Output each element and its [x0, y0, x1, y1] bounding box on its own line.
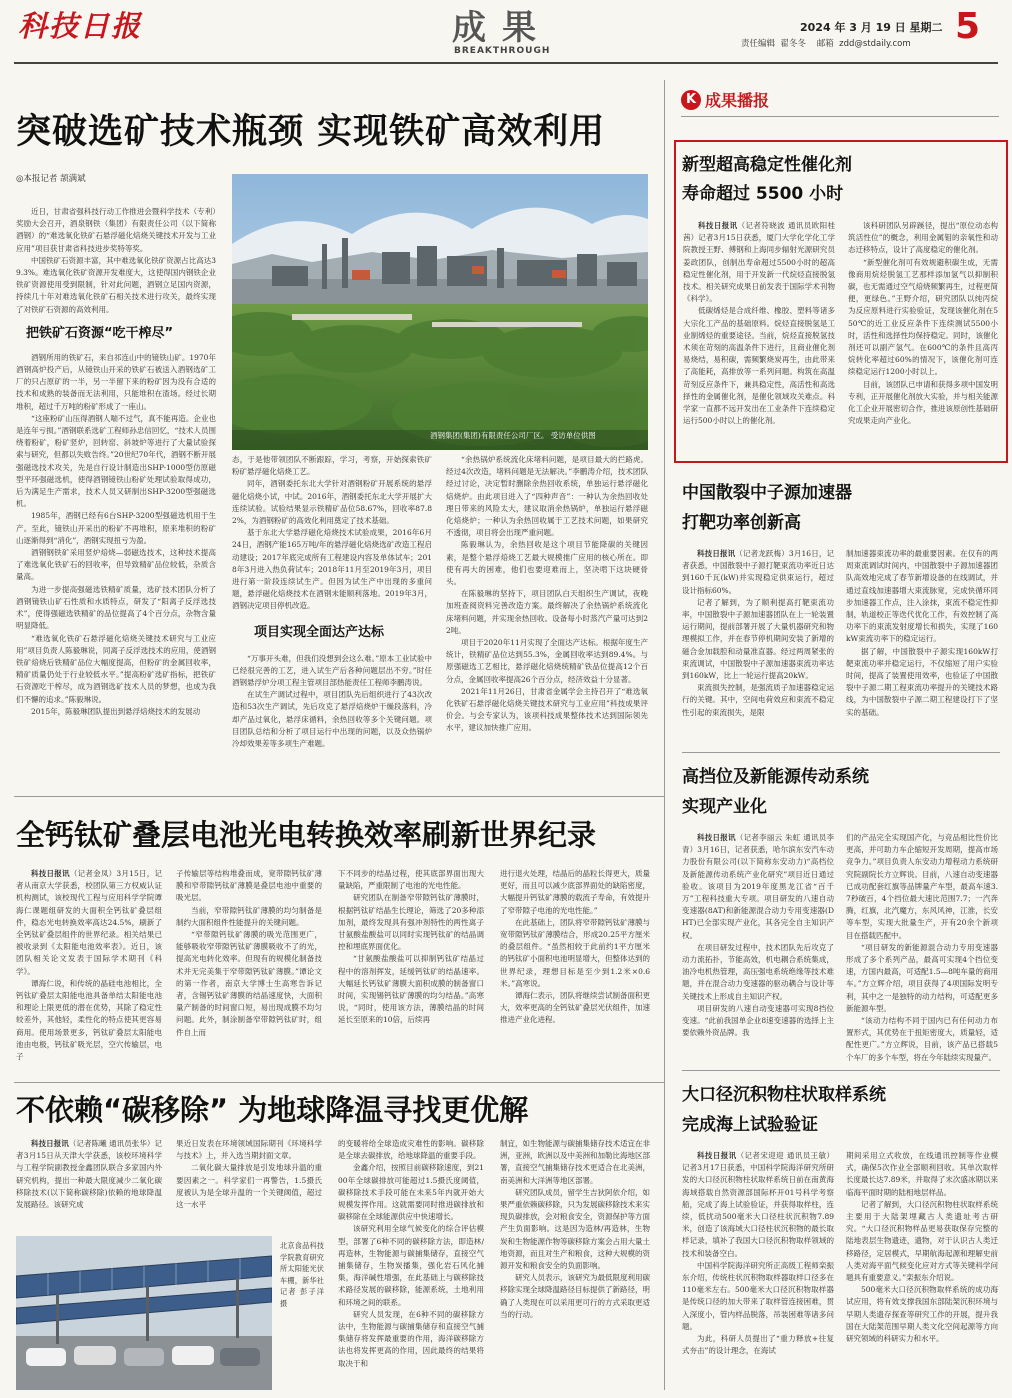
paragraph: 2015年，陈毅琳团队提出到悬浮焙烧技术的发展动 — [31, 706, 201, 716]
paragraph: 目前，该团队已申请和获得多项中国发明专利，正开展催化剂放大实验，并与相关能源化工企业开展密切合作，推进该原创性基础研究成果走向产业化。 — [848, 379, 998, 426]
paragraph: 谭海仁表示，团队将继续尝试制备面积更大，效率更高的全钙钛矿叠层光伏组件，加速推进产业化进程。 — [500, 991, 650, 1025]
article1-headline: 突破选矿技术瓶颈 实现铁矿高效利用 — [16, 112, 606, 152]
article2-col1 — [16, 868, 162, 1086]
column-divider — [664, 80, 665, 1390]
paragraph: “新型催化剂可有效规避积碳生成，无需像商用烷烃脱氢工艺那样添加氢气以抑制积碳，也无需通过空气焙烧频繁再生，过程更简便，更绿色。”王野介绍，研究团队以纯丙烷为反应原料进行实验验证，发现该催化剂在550℃的近工业反应条件下连续测试5500小时，活性和选择性均保持稳定。同时，该催化剂还可以副产氢气。在600℃的条件且高丙烷转化率超过60%的情况下，该催化剂可连续稳定运行1200小时以上。 — [848, 257, 998, 377]
lead-tag: 科技日报讯 — [31, 869, 70, 878]
article1-col2 — [232, 454, 432, 788]
paragraph: 谭海仁说，和传统的晶硅电池相比，全钙钛矿叠层太阳能电池具备单结太阳能电池和理论上限更低的潜在优势，其除了稳定性较差外，其他轻，柔性化的特点使其更容易商用。使用场景更多，钙钛矿叠层太阳能电池由电极，钙钛矿吸光层，空穴传输层，电子 — [16, 978, 162, 1062]
article3-photo-caption: 北京食品科技学院教育研究所太阳能光伏车棚，新华社记者 彭子洋摄 — [280, 1241, 324, 1308]
lead-tag: 科技日报讯 — [31, 1139, 69, 1148]
lead-tag: 科技日报讯 — [698, 221, 738, 230]
paragraph: 酒钢所用的铁矿石，来自祁连山中的镜铁山矿。1970年酒钢高炉投产后，从镜铁山开采的铁矿石被送入酒钢选矿工厂的只占原矿的一半，另一半留下来的粉矿因为没有合适的技术和成熟的装备而无法利用，只能堆积在渣场。经过长期堆积，超过千万吨的粉矿形成了一座山。 — [16, 352, 216, 411]
solar-carport-photo — [16, 1236, 272, 1390]
lead-reporter: （记者龙跃梅） — [735, 549, 789, 558]
paragraph: 在项目研发过程中，技术团队先后攻克了动力流拓扑，节能高效，机电耦合系统集成，油冷电机热管理，高压强电系统绝缘等技术难题，并在混合动力变速器的驱动耦合与设计等关键技术上形成自主知识产权。 — [682, 942, 834, 1001]
paragraph: 态，于是他带领团队不断跟踪，学习，考察，开始探索铁矿粉矿悬浮磁化焙烧工艺。 — [232, 455, 432, 477]
lead-text: 3月16日，记者获悉，哈尔滨东安汽车动力股份有限公司(以下简称东安动力)“高档位及新能源传动系统产业化研究”项目近日通过验收。该项目为2019年度黑龙江省“百千万”工程科技重大专项。项目研发的八速自动变速器(8AT)和新能源混合动力专用变速器(DHT)已全部实现产业化，其各完全自主知识产权。 — [682, 845, 834, 940]
section-subtitle: BREAKTHROUGH — [454, 46, 551, 56]
article1-col3 — [446, 454, 648, 788]
article2-col4 — [500, 868, 650, 1086]
transmission-col2 — [846, 832, 998, 1064]
paragraph — [16, 868, 162, 978]
paragraph: 据了解，中国散裂中子源实现160kW打靶束流功率并稳定运行，不仅缩短了用户实验时间，提高了装置使用效率，也验证了中国散裂中子源二期工程束流功率提升的关键技术路线，为中国散裂中子源二期工程建设打下了坚实的基础。 — [846, 646, 998, 717]
paragraph — [682, 548, 834, 597]
news-brief-title: 成果播报 — [705, 91, 770, 110]
spallation-col1 — [682, 548, 834, 746]
paragraph: “余热锅炉系统流化床堵料问题，是项目最大的拦路虎。经过4次改造，堵料问题是无法解决。”李鹏涛介绍，技术团队经过讨论，决定暂时删除余热回收系统，单独运行悬浮磁化焙烧炉。由此项目进入了“四种声音”：一种认为余热回收处理日带来的风险太大，建议取消余热锅炉，单独运行悬浮磁化焙烧炉；一种认为余热回收属于工艺技术问题，如果研究不透彻，项目将会出现严重问题。 — [446, 455, 648, 538]
paragraph: 制加速器束流功率的最重要因素。在仅有的两周束流调试时间内，中国散裂中子源加速器团队高效地完成了春节新增设备的在线调试，并通过直线加速器增大束流脉宽，完成快循环同步加速器工作点，注入涂抹，束流不稳定性抑制，轨道校正等迭代优化工作，有效控制了高功率下的束流发射度增长和损失，实现了160kW束流功率下的稳定运行。 — [846, 549, 998, 644]
page-number: 5 — [955, 6, 981, 47]
paragraph: 当前，窄带隙钙钛矿薄膜的均匀制备是制约大面积组件性能提升的关键问题。 — [176, 905, 322, 927]
lead-text: 记者3月15日从天津大学获悉，该校环境科学与工程学院副教授金鑫团队联合多家国内外研究机构，提出一种最大限度减少二氧化碳移除技术(以下简称碳移除)依赖的地球降温发展路径。该研究成 — [16, 1139, 162, 1210]
lead-reporter: （记者符晓波 通讯员欧阳桂茜） — [683, 221, 835, 243]
paragraph: 酒钢钢铁矿采用竖炉焙烧—弱磁选技术，这种技术提高了难选氧化铁矿石的回收率，但导致精矿品位较低，杂质含量高。 — [16, 548, 216, 582]
article1-byline: ◎本报记者 颉满斌 — [16, 174, 86, 184]
masthead-rule — [14, 62, 998, 64]
article3-col4 — [500, 1138, 650, 1390]
paragraph: 项目研发的八速自动变速器可实现8挡位变速。“此前我国单企业8速变速器的选择上主要依赖外资品牌。我 — [682, 1003, 834, 1038]
paragraph — [683, 220, 835, 305]
article1-photo-caption: 酒钢集团(集团)有限责任公司厂区。 受访单位供图 — [430, 431, 596, 440]
paragraph: 1985年，酒钢已经有6台SHP-3200型强磁选机用于生产。至此，镜铁山开采出的粉矿不再堆积，原来堆积的粉矿山逐渐得到“消化”，酒钢实现扭亏为盈。 — [16, 511, 216, 545]
article3-col1 — [16, 1138, 162, 1234]
paragraph: 制宜，如生物能源与碳捕集储存技术适宜在非洲，亚洲，欧洲以及中美洲和加勒比海地区部署，直接空气捕集储存技术更适合在北美洲，南美洲和大洋洲等地区部署。 — [500, 1139, 650, 1185]
paragraph: 子传输层等结构堆叠而成，宽带隙钙钛矿薄膜和窄带隙钙钛矿薄膜是叠层电池中重要的吸光层。 — [176, 869, 322, 903]
paragraph: 为此，科研人员提出了“重力释放+往复式夯击”的设计理念，在海试 — [682, 1334, 834, 1356]
paragraph: 在试生产调试过程中，项目团队先后组织进行了43次改造和53次生产调试，先后攻克了悬浮焙烧炉干燥段落料，冷却产品过氧化，悬浮床循料，余热回收等多个关键问题。项目团队总结和分析了项目运行中出现的问题，以及众热锅炉冷却效果差等多项生产难题。 — [232, 690, 432, 749]
divider — [682, 1070, 1000, 1071]
article3-photo — [16, 1236, 272, 1390]
paragraph: 项目于2020年11月实现了全面达产达标。根据年度生产统计，铁精矿品位达到55.3%，金属回收率达到89.4%。与原强磁选工艺相比，悬浮磁化焙烧统精矿铁品位提高12个百分点，金属回收率提高26个百分点，经济效益十分显著。 — [446, 638, 648, 684]
lead-text: 3月15日，记者从南京大学获悉，校团队第三方权威认证机构测试，该校现代工程与应用科学学院谭海仁课题组研发的大面积全钙钛矿叠层组件，稳态光电转换效率高达24.5%，刷新了全钙钛矿叠层组件的世界纪录。相关结果已被收录到《太阳能电池效率表》。近日，该团队相关论文发表于国际学术期刊《科学》。 — [16, 869, 162, 976]
sediment-col2 — [846, 1150, 998, 1390]
paragraph: 金鑫介绍，按照目前碳移除速度，到2100年全球碳排放可能超过1.5摄氏度阈值，碳移除技术手段可能在未来5年内就开始大规模发挥作用。这就需要同时推进碳排放和碳移除在全球能源供应中快速增长。 — [338, 1163, 484, 1222]
paragraph: 们的产品完全实现国产化，与竞品相比性价比更高，并可助力车企缩短开发周期，提高市场竞争力。”项目负责人东安动力增程动力系统研究院副院长方立辉说。目前，八速自动变速器已成功配套红旗等品牌量产车型，最高车速3.7秒破百，4个挡位最大速比范围7.7；一汽奔腾，红旗，北汽魔方，东风风神，江淮，长安等车型，实现大批量生产，开有20余个新项目在搭载匹配中。 — [846, 833, 998, 940]
paragraph: “窄带隙钙钛矿薄膜的吸光范围更广，能够吸收窄带隙钙钛矿薄膜吸收不了的光，提高光电转化效率。但现有的规模化制备技术并无完美集于窄带隙钙钛矿薄膜。”谭论文的第一作者，南京大学博士生高寒告诉记者，含锡钙钛矿薄膜的结晶速度快，大面积量产制备的时间窗口短，易出现成膜不均匀问题。此外，制涂制备窄带隙钙钛矿时，组件自上而 — [176, 930, 322, 1037]
paragraph — [682, 1150, 834, 1260]
catalyst-col2 — [848, 220, 998, 458]
paragraph: 该研究利用全球气候变化的综合评估模型，部署了6种不同的碳移除方法，即造林/再造林，生物能源与碳捕集储存，直接空气捕集储存，生物炭播集，强化岩石风化捕集，海洋碱性增强，在此基础上与碳移除技术路径发展的碳移除，能源系统，土地利用和环境之间的联系。 — [338, 1224, 484, 1307]
divider — [14, 796, 664, 797]
paragraph: “甘氨酸盐酸盐可以抑制钙钛矿结晶过程中的溶剂挥发，延缓钙钛矿的结晶速率。大幅延长钙钛矿薄膜大面积成膜的制备窗口时间，实现锡钙钛矿薄膜的均匀结晶。”高寒说，“同时，使用该方法，薄膜结晶的时间延长至原来的10倍，后续再 — [338, 954, 484, 1025]
catalyst-article-box — [674, 140, 1008, 463]
divider — [682, 752, 1000, 753]
spallation-headline-line1: 中国散裂中子源加速器 — [682, 483, 852, 503]
paragraph: “该动力结构不同于国内已有任何动力布置形式，其优势在于扭矩密度大，质量轻，适配性更广。”方立辉说，目前，该产品已搭载5个车厂的多个车型，将在今年陆续实现量产。 — [846, 1016, 998, 1062]
paragraph: 进行退火处理，结晶后的晶粒长得更大，质量更好，而且可以减少底部界面处的缺陷密度，大幅提升钙钛矿薄膜的载流子寿命，有效提升了窄带隙子电池的光电性能。” — [500, 869, 650, 915]
masthead — [0, 0, 1012, 62]
catalyst-col1 — [683, 220, 835, 458]
article1-subhead1: 把铁矿石资源“吃干榨尽” — [26, 325, 174, 341]
lead-reporter: （记者宋迎迎 通讯员王敏） — [736, 1151, 834, 1160]
transmission-headline-line1: 高挡位及新能源传动系统 — [682, 767, 869, 787]
paragraph: “项目研发的新能源混合动力专用变速器形成了多个系列产品，最高可实现4个挡位变速，方国内最高，可适配1.5—8吨车量的商用车。”方立辉介绍，项目获得了4项国际发明专利，其中之一是独特的动力结构，可适配更多新能源车型。 — [846, 942, 998, 1013]
article2-col2 — [176, 868, 322, 1086]
paragraph: 该科研团队另辟蹊径，提出“原位动态构筑活性位”的概念，利用金属钼的亲氧性和动态迁移特点，设计了高度稳定的催化剂。 — [848, 221, 998, 255]
article1-subhead2: 项目实现全面达产达标 — [254, 624, 385, 640]
newspaper-logo: 科技日报 — [18, 9, 143, 43]
article3-col2 — [176, 1138, 322, 1234]
paragraph: 同年，酒钢委托东北大学针对酒钢粉矿开展系统的悬浮磁化焙烧小试，中试。2016年，酒钢委托东北大学开展扩大连续试验。试验结果显示铁精矿品位58.67%，回收率87.82%，为酒钢粉矿的高效化利用奠定了技术基础。 — [232, 479, 432, 526]
lead-reporter: （记者李丽云 朱虹 通讯员李青） — [682, 833, 834, 855]
article1-photo — [232, 174, 648, 450]
catalyst-headline-line2: 寿命超过 5500 小时 — [682, 184, 844, 204]
paragraph: 束流损失控制，是强流质子加速器稳定运行的关键。其中，空间电荷效应和束流不稳定性引起的束流损失，是限 — [682, 683, 834, 717]
paragraph: 为进一步提高强磁选铁精矿质量，选矿技术团队分析了酒钢镜铁山矿石性质和水质特点，研发了“阳离子反浮选技术”，使得强磁选铁精矿的品位提高了4个百分点，杂物含量明显降低。 — [16, 584, 216, 631]
spallation-headline-line2: 打靶功率创新高 — [682, 513, 801, 533]
paragraph: 低碳烯烃是合成纤维、橡胶、塑料等诸多大宗化工产品的基础原料。烷烃直接脱氢是工业制烯烃的重要途径。当前，烷烃直接脱氢技术须在苛刻的高温条件下进行，且商业催化剂易烧结，易积碳，需频繁烧炭再生，由此带来了高能耗，高排放等一系列问题。构筑在高温苛刻反应条件下，兼具稳定性，高活性和高选择性的金属催化剂，是催化领域攻关难点。科学家一直都不远开发出在工业条件下连续稳定运行500小时以上的催化剂。 — [683, 306, 835, 426]
paragraph: 在陈毅琳的坚持下，项目团队白天组织生产调试，夜晚加班查阅资料完善改造方案。最终解决了余热锅炉系统流化床堵料问题，并实现余热回收。设备每小时蒸汽产量可达到22吨。 — [446, 589, 648, 635]
lead-text: 记者3月15日获悉，厦门大学化学化工学院教授王野、傅钢和上海同步辐射光源研究员姜政团队，创制出寿命超过5500小时的超高稳定性催化剂，用于开发新一代烷烃直接脱氢技术。相关研究成果日前发表于国际学术刊物《科学》。 — [683, 233, 835, 304]
paragraph: “难选氧化铁矿石悬浮磁化焙烧关键技术研究与工业应用”项目负责人陈毅琳说，同离子反浮选技术的应用，使酒钢铁矿焙烧后铁精矿品位大幅度提高，但粉矿的金属回收率，精矿质量仍处于行业较低水平。”提高粉矿选矿指标，把铁矿石资源吃干榨尽，成为酒钢选矿技术人员的梦想，也成为我们不懈的追求。”陈毅琳说。 — [16, 633, 216, 704]
paragraph: 中国铁矿石资源丰富，其中难选氧化铁矿资源占比高达39.3%。难选氧化铁矿资源开发难度大，这使得国内钢铁企业铁矿资源使用受到限制，针对此问题，酒钢立足国内资源，持续几十年对难选氧化铁矿石相关技术进行攻关，最终实现了对铁矿石资源的高效利用。 — [16, 255, 216, 314]
article2-col3 — [338, 868, 484, 1086]
paragraph: 记者了解到，为了顺利提高打靶束流功率，中国散裂中子源加速器团队在上一轮装置运行期间，提前部署开展了大量机器研究和物理模拟工作，并在春节停机期间安装了新增的磁合金加载腔和动量准直器。经过两周紧张的束流调试，中国散裂中子源加速器束流功率达到160kW，比上一轮运行提高20kW。 — [682, 597, 834, 681]
divider — [681, 116, 999, 117]
transmission-col1 — [682, 832, 834, 1064]
lead-tag: 科技日报讯 — [697, 549, 736, 558]
paragraph: 二氧化碳大量排放是引发地球升温的重要因素之一。科学家们一再警告，1.5摄氏度被认为是全球升温的一个关键阈值，超过这一水平 — [176, 1163, 322, 1210]
catalyst-headline-line1: 新型超高稳定性催化剂 — [682, 155, 852, 175]
issue-date: 2024 年 3 月 19 日 星期二 — [800, 21, 943, 34]
lead-reporter: （记者金凤） — [69, 869, 117, 878]
paragraph: 研究团队成员，留学生吉狄阿依介绍，如果严重依赖碳移除，只为发展碳移除技术来实现负碳排放，会对粮食安全，资源保护等方面产生负面影响。这是因为造林/再造林，生物炭和生物能源作物等碳移除方案会占用大量土地资源，而且对生产和粮食，这种大规模的资源开发和粮食安全的负面影响。 — [500, 1187, 650, 1271]
article2-headline: 全钙钛矿叠层电池光电转换效率刷新世界纪录 — [16, 818, 597, 852]
article1-col1 — [16, 206, 216, 788]
lead-reporter: （记者陈曦 通讯员张华） — [68, 1139, 155, 1148]
paragraph: 研究人员表示，该研究为最低限度利用碳移除实现全球降温路径目标提供了新路径，明确了人类现在可以采用更可行的方式采取更适当的行动。 — [500, 1273, 650, 1319]
lead-text: 记者3月17日获悉，中国科学院海洋研究所研发的大口径沉积物柱状取样系统日前在南黄海海域搭载自然资源部国际杯开01号科学考察船，完成了海上试验验证，并获得取样柱，连续，低扰动500毫米大口径柱状沉积物7.89米，创造了该海域大口径柱状沉积物的最长取样记录，填补了我国大口径沉积物取样领域的技术和装备空白。 — [682, 1163, 834, 1258]
paragraph: 期间采用立式收放，在线通讯控制等作业模式，确保5次作业全部顺利回收。其单次取样长度最长达7.89米，并取得了末次盛冰期以来临海平面时期的陆相地层样品。 — [846, 1151, 998, 1197]
section-title: 成果 — [452, 8, 552, 48]
paragraph: 近日，甘肃省强科技行动工作推进会暨科学技术（专利）奖励大会召开，酒泉钢铁（集团）有限责任公司（以下简称酒钢）的“难选氧化铁矿石悬浮磁化焙烧关键技术开发与工业应用”项目获甘肃省科技进步奖特等奖。 — [16, 207, 216, 253]
paragraph: 陈毅琳认为，余热回收是这个项目节能降碳的关键因素，是整个悬浮焙烧工艺最大规模推广应用的核心所在。即使有再大的困难，他们也要迎难而上，坚决啃下这块硬骨头。 — [446, 540, 648, 587]
paragraph: 果近日发表在环境领域国际期刊《环境科学与技术》上，并入选当期封面文章。 — [176, 1139, 322, 1161]
paragraph: 记者了解到，大口径沉积物柱状取样系统主要用于大陆架埋藏古人类遗址考古研究。“大口径沉积物样品更易获取保存完整的陆地表层生物遗迹，遗物，对于认识古人类迁移路径，定居模式，早期航海起源和理解史前人类对海平面气候变化应对方式等关键科学问题具有重要意义。”栾振东介绍说。 — [846, 1199, 998, 1283]
transmission-headline-line2: 实现产业化 — [682, 797, 767, 817]
paragraph: 中国科学院海洋研究所正高级工程师栾振东介绍，传统柱状沉积物取样器取样口径多在110毫米左右。500毫米大口径沉积物取样器是传统口径的加大带来了取样管连接困难，贯入深度小，管内样品脱落，吊装困难等诸多问题。 — [682, 1260, 834, 1331]
sediment-headline-line1: 大口径沉积物柱状取样系统 — [682, 1085, 886, 1105]
paragraph: 下不同步的结晶过程，使其底部界面出现大量缺陷，严重限制了电池的光电性能。 — [338, 869, 484, 891]
sediment-headline-line2: 完成海上试验验证 — [682, 1115, 818, 1135]
paragraph: “这座粉矿山压得酒钢人喘不过气，真不能再造。企业也是连年亏损。”酒钢联系选矿工程师孙忠信回忆，“技术人员围绕着粉矿，粉矿竖炉，回转窑、斜坡炉等进行了大量试验探索与研究，但都以失败告终。”20世纪70年代，酒钢不断开展强磁选技术攻关，先是自行设计制造出SHP-1000型仿原磁型平环强磁选机，使得酒钢镜铁山粉矿处理试验取得成功，后为满足生产需求，技术人员又研制出SHP-3200型强磁选机。 — [16, 413, 216, 509]
article3-headline: 不依赖“碳移除” 为地球降温寻找更优解 — [16, 1093, 529, 1127]
paragraph: 在此基础上，团队将窄带隙钙钛矿薄膜与宽带隙钙钛矿薄膜结合，形成20.25平方厘米的叠层组件。“虽然相较于此前约1平方厘米的钙钛矿小面积电池明显增大，但整体达到的世界纪录，理想目标是至少到1.2米×0.6米。”高寒说。 — [500, 917, 650, 988]
article3-col3 — [338, 1138, 484, 1390]
lead-tag: 科技日报讯 — [697, 833, 736, 842]
divider — [14, 1082, 664, 1083]
paragraph: 的变暖将给全球造成灾难性的影响。碳移除是全球去碳排放，给地球降温的重要手段。 — [338, 1139, 484, 1161]
paragraph: “万事开头难，但我们没想到会这么难。”原本工业试验中已经很完善的工艺，进入试生产后各种问题层出不穷。”时任酒钢悬浮炉分项工程主管项目部热能责任工程师李鹏涛说。 — [232, 653, 432, 688]
lead-text: 3月16日，记者获悉，中国散裂中子源打靶束流功率近日达到160千瓦(kW)并实现稳定供束运行，超过设计指标60%。 — [682, 549, 834, 595]
paragraph: 基于东北大学悬浮磁化焙烧技术试验成果，2016年6月24日，酒钢产能165万吨/年的悬浮磁化焙烧选矿改造工程启动建设；2017年底完成所有工程建设内容及单体试车；2018年3月进入热负荷试车；2018年11月至2019年3月，项目进行第一阶段连续试生产。但因为试生产中出现的多重问题，悬浮磁化焙烧技术在酒钢未能顺利落地。2019年3月，酒钢决定项目停机改造。 — [232, 528, 432, 611]
paragraph: 研究人员发现，在6种不同的碳移除方法中，生物能源与碳捕集储存和直接空气捕集储存将发挥最重要的作用，海洋碳移除方法也将发挥更高的作用，因此最终的结果将取决于和 — [338, 1309, 484, 1368]
spallation-col2 — [846, 548, 998, 746]
industrial-landscape-photo — [232, 174, 648, 450]
editor-info: 责任编辑 翟冬冬 邮箱 zdd@stdaily.com — [741, 39, 911, 49]
k-logo-icon: K — [681, 90, 701, 110]
paragraph — [682, 832, 834, 942]
lead-tag: 科技日报讯 — [697, 1151, 737, 1160]
paragraph: 2021年11月26日，甘肃省金属学会主持召开了“难选氧化铁矿石悬浮磁化焙烧关键技术研究与工业应用”科技成果评价会。与会专家认为，该项科技成果整体技术达到国际领先水平，建议加快推广应用。 — [446, 686, 648, 733]
paragraph: 500毫米大口径沉积物取样系统的成功海试应用，将有效支撑我国东部陆架沉积环境与早期人类遗存探查等研究工作的开展，提升我国在大陆架范围早期人类文化空间起源等方向研究领域的科研实力和水平。 — [846, 1285, 998, 1344]
paragraph — [16, 1138, 162, 1211]
sediment-col1 — [682, 1150, 834, 1390]
paragraph: 研究团队在制备窄带隙钙钛矿薄膜时，根据钙钛矿结晶生长理论，筛选了20多种添加剂，最终发现具有强冲剂特性的两性离子甘氨酸盐酸盐可以同时实现钙钛矿的结晶调控和埋底界面优化。 — [338, 893, 484, 952]
